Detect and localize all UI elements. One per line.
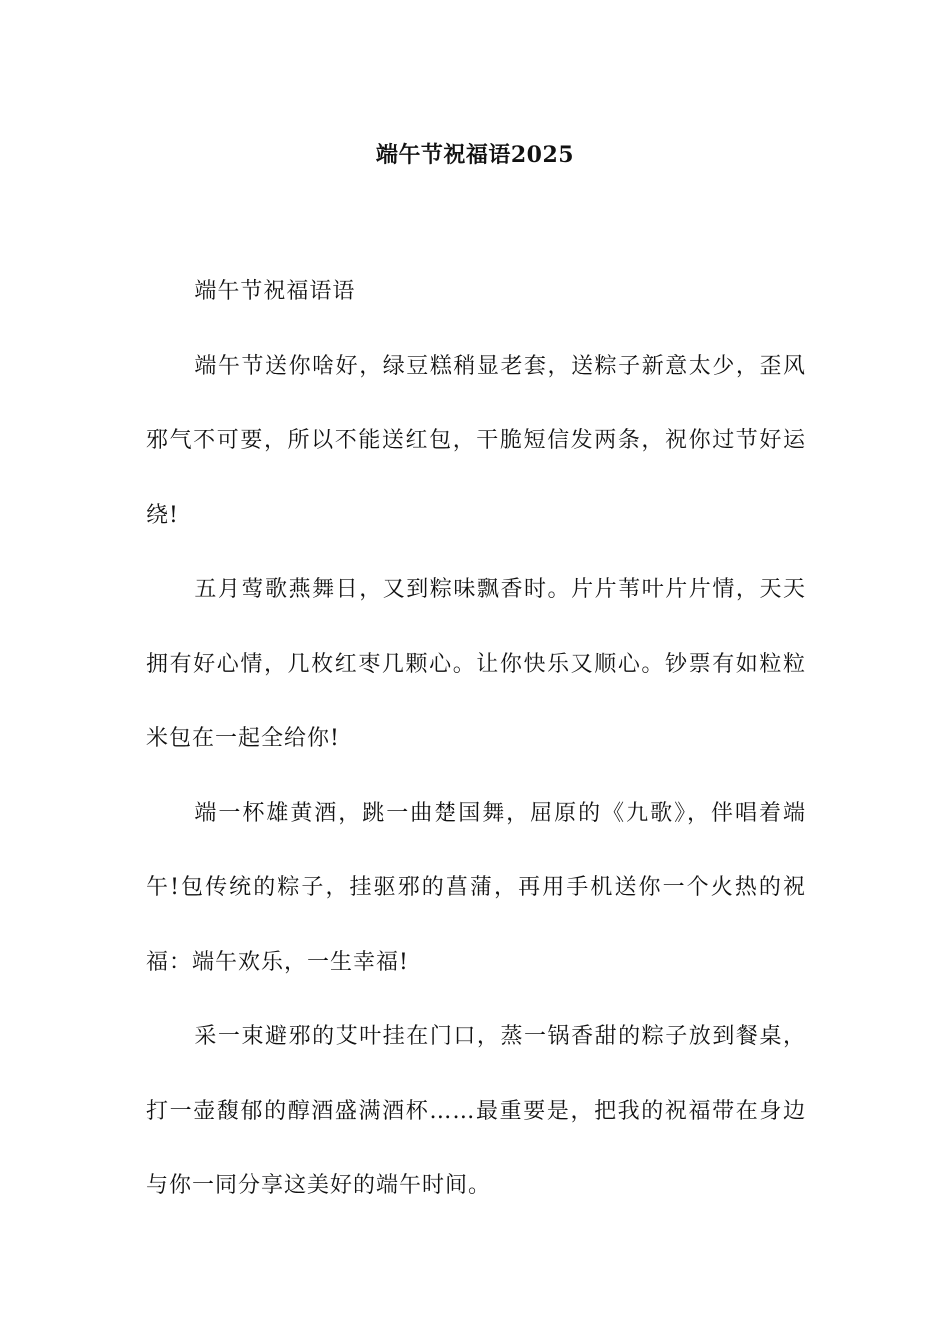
page-title: 端午节祝福语2025 bbox=[375, 142, 575, 168]
document-body bbox=[146, 255, 806, 1224]
paragraph-heading: 端午节祝福语语 bbox=[194, 279, 356, 304]
paragraph: 五月莺歌燕舞日，又到粽味飘香时。片片苇叶片片情，天天拥有好心情，几枚红枣几颗心。让你快乐又顺心。钞票有如粒粒米包在一起全给你! bbox=[146, 577, 806, 751]
paragraph: 采一束避邪的艾叶挂在门口，蒸一锅香甜的粽子放到餐桌，打一壶馥郁的醇酒盛满酒杯……最重要是，把我的祝福带在身边与你一同分享这美好的端午时间。 bbox=[146, 1024, 806, 1198]
paragraph: 端午节送你啥好，绿豆糕稍显老套，送粽子新意太少，歪风邪气不可要，所以不能送红包，干脆短信发两条，祝你过节好运绕! bbox=[146, 353, 806, 528]
paragraph: 端一杯雄黄酒，跳一曲楚国舞，屈原的《九歌》，伴唱着端午!包传统的粽子，挂驱邪的菖蒲，再用手机送你一个火热的祝福：端午欢乐，一生幸福! bbox=[146, 800, 806, 975]
